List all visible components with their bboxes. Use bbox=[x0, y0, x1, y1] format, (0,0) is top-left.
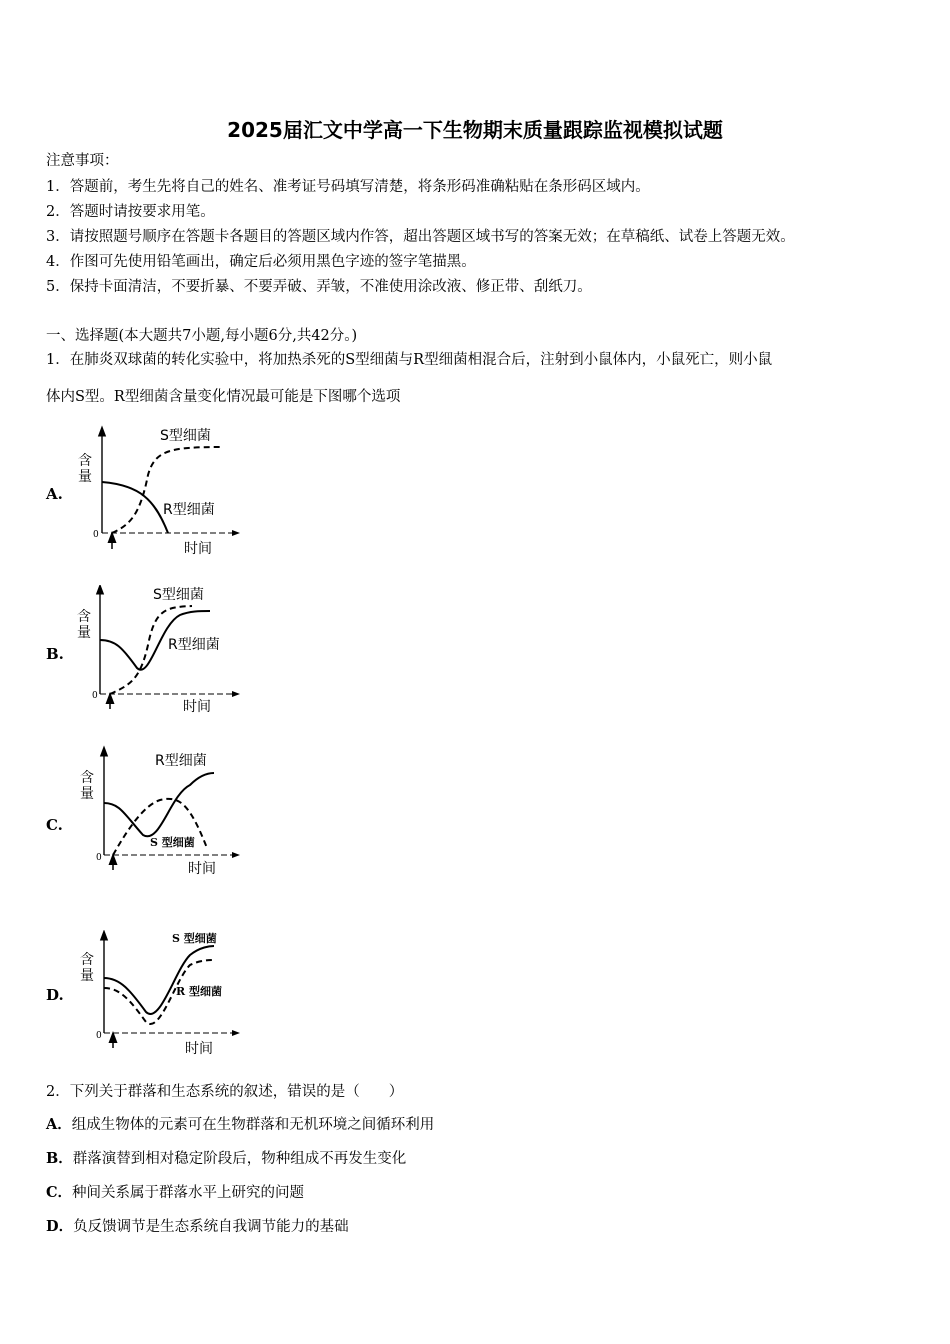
s-label: S 型细菌 bbox=[172, 932, 217, 945]
question-1-line1: 1．在肺炎双球菌的转化实验中，将加热杀死的S型细菌与R型细菌相混合后，注射到小鼠体内，小鼠死亡，则小鼠 bbox=[46, 352, 773, 368]
option-text: 种间关系属于群落水平上研究的问题 bbox=[72, 1185, 305, 1201]
question-2-stem: 2．下列关于群落和生态系统的叙述，错误的是（ ） bbox=[46, 1084, 404, 1100]
option-text: 组成生物体的元素可在生物群落和无机环境之间循环利用 bbox=[71, 1117, 435, 1133]
option-letter: C． bbox=[46, 1184, 73, 1201]
option-text: 群落演替到相对稳定阶段后，物种组成不再发生变化 bbox=[72, 1151, 407, 1167]
s-label: S 型细菌 bbox=[150, 836, 195, 849]
origin-label: 0 bbox=[96, 853, 102, 863]
r-label: R型细菌 bbox=[163, 502, 215, 518]
graph-b-plot bbox=[60, 585, 260, 725]
r-label: R型细菌 bbox=[155, 753, 207, 769]
section-heading: 一、选择题(本大题共7小题,每小题6分,共42分。) bbox=[46, 328, 358, 344]
q2-option-c bbox=[46, 1184, 304, 1202]
q2-option-b bbox=[46, 1150, 406, 1168]
notice-item: 2．答题时请按要求用笔。 bbox=[46, 204, 215, 220]
y-label: 含量 bbox=[78, 453, 92, 485]
s-label: S型细菌 bbox=[160, 428, 211, 444]
x-label: 时间 bbox=[185, 1041, 213, 1057]
notice-item: 3．请按照题号顺序在答题卡各题目的答题区域内作答，超出答题区域书写的答案无效；在草稿纸、试卷上答题无效。 bbox=[46, 229, 795, 245]
origin-label: 0 bbox=[92, 691, 98, 701]
option-text: 负反馈调节是生态系统自我调节能力的基础 bbox=[73, 1219, 349, 1235]
s-label: S型细菌 bbox=[153, 587, 204, 603]
graph-c bbox=[60, 745, 260, 885]
s-curve bbox=[104, 946, 214, 1014]
option-a-letter: A. bbox=[46, 485, 63, 503]
graph-a bbox=[60, 425, 260, 565]
origin-label: 0 bbox=[93, 530, 99, 540]
y-label: 含量 bbox=[77, 609, 91, 641]
option-c-letter: C. bbox=[46, 816, 63, 834]
q2-option-a bbox=[46, 1116, 434, 1134]
notice-item: 1．答题前，考生先将自己的姓名、准考证号码填写清楚，将条形码准确粘贴在条形码区域内。 bbox=[46, 179, 650, 195]
option-letter: A． bbox=[46, 1116, 72, 1133]
question-1-line2: 体内S型。R型细菌含量变化情况最可能是下图哪个选项 bbox=[46, 389, 401, 405]
page-title: 2025届汇文中学高一下生物期末质量跟踪监视模拟试题 bbox=[227, 118, 723, 142]
r-label: R 型细菌 bbox=[176, 985, 222, 998]
x-label: 时间 bbox=[183, 699, 211, 715]
option-b-letter: B. bbox=[46, 645, 64, 663]
option-letter: B． bbox=[46, 1150, 73, 1167]
x-label: 时间 bbox=[184, 541, 212, 557]
r-curve bbox=[102, 482, 168, 533]
r-label: R型细菌 bbox=[168, 637, 220, 653]
graph-a-plot bbox=[60, 425, 260, 565]
graph-d-plot bbox=[60, 930, 260, 1070]
notice-item: 5．保持卡面清洁，不要折暴、不要弄破、弄皱，不准使用涂改液、修正带、刮纸刀。 bbox=[46, 279, 592, 295]
option-letter: D． bbox=[46, 1218, 74, 1235]
option-d-letter: D. bbox=[46, 986, 64, 1004]
s-curve bbox=[112, 447, 222, 533]
y-label: 含量 bbox=[80, 952, 94, 984]
notice-item: 4．作图可先使用铅笔画出，确定后必须用黑色字迹的签字笔描黑。 bbox=[46, 254, 476, 270]
x-label: 时间 bbox=[188, 861, 216, 877]
origin-label: 0 bbox=[96, 1031, 102, 1041]
graph-b bbox=[60, 585, 260, 725]
graph-d bbox=[60, 930, 260, 1070]
y-label: 含量 bbox=[80, 770, 94, 802]
notice-heading: 注意事项： bbox=[46, 153, 119, 169]
q2-option-d bbox=[46, 1218, 349, 1236]
